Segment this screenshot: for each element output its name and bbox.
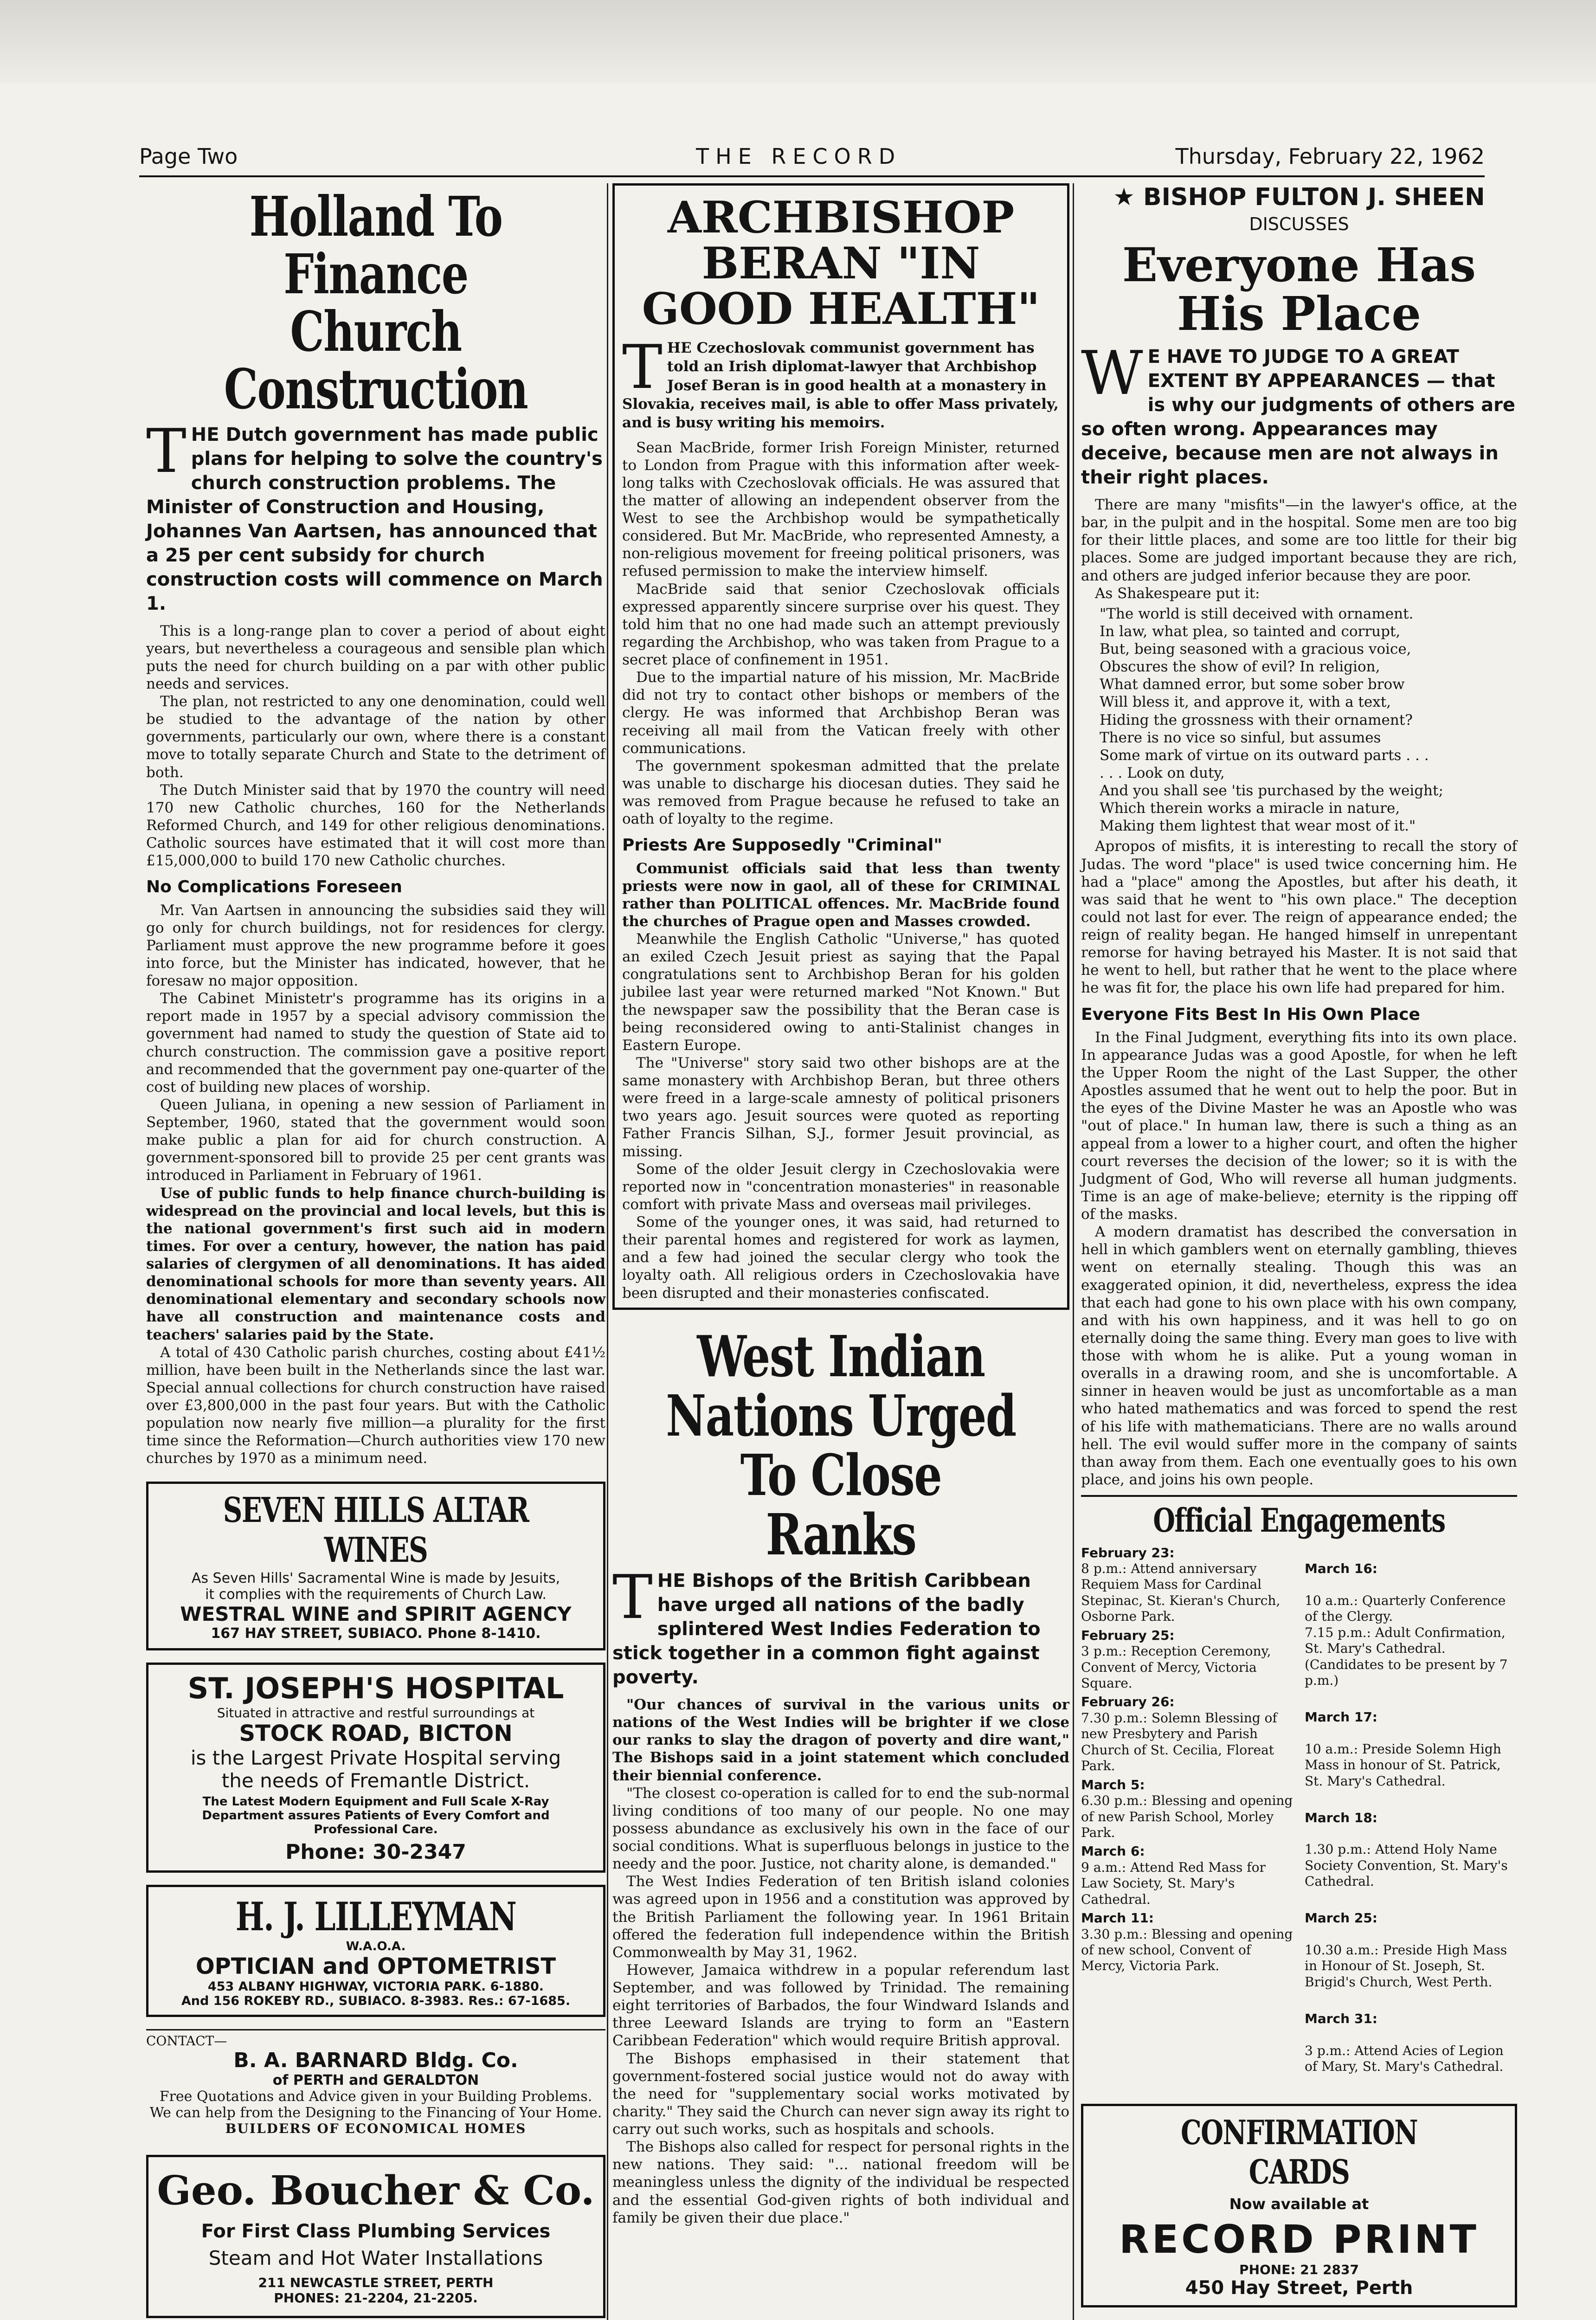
subheading: Everyone Fits Best In His Own Place xyxy=(1081,1005,1420,1024)
paragraph: Due to the impartial nature of his mission, Mr. MacBride did not try to contact other bishops or members of the clergy. He was informed that Archbishop Beran was receiving all mail from the Vatican freely with other communications. xyxy=(622,669,1060,757)
paragraph: Some of the older Jesuit clergy in Czechoslovakia were reported now in "concentration monasteries" in reasonable comfort with private Mass and overseas mail privileges. xyxy=(622,1160,1060,1213)
right-column xyxy=(1081,183,1517,2307)
issue-date: Thursday, February 22, 1962 xyxy=(1175,144,1485,169)
paragraph: A modern dramatist has described the conversation in hell in which gamblers went on eternally gambling, thieves went on eternally stealing. Though this was an exaggerated opinion, it did, nevertheless, express the idea that each had gone to his own place with his own company, and with his own happiness, and it was hell to go on eternally doing the same thing. Every man goes to live with those with whom he is alike. Put a young woman in overalls in a drawing room, and she is uncomfortable. A sinner in heaven would be just as uncomfortable as a man who hated mathematics and was forced to spend the rest of his life with mathematicians. There are no walls around hell. The evil would suffer more in the company of saints than away from them. Each one eventually goes to his own place, and joins his own people. xyxy=(1081,1224,1517,1488)
lead-text: HE Czechoslovak communist government has told an Irish diplomat-lawyer that Archbishop Josef Beran is in good health at a monastery in Slovakia, receives mail, is able to offer Mass privately, and is busy writing his memoirs. xyxy=(622,340,1059,432)
lilleyman-ad xyxy=(146,1885,605,2017)
ad-address: 453 ALBANY HIGHWAY, VICTORIA PARK. 6-1880. xyxy=(207,1979,544,1994)
paragraph: Mr. Van Aartsen in announcing the subsidies said they will go only for church buildings, not for residences for clergy. Parliament must approve the new programme before it goes into force, but the Minister has indicated, however, that he foresaw no major opposition. xyxy=(146,902,605,990)
west-indian-article xyxy=(612,1322,1069,2227)
quote-line: Some mark of virtue on its outward parts . . . xyxy=(1100,747,1429,764)
confirmation-cards-ad xyxy=(1081,2104,1517,2307)
paragraph: "The closest co-operation is called for to end the sub-normal living conditions of too many of our people. No one may possess abundance as exclusively his own in the face of our social conditions. What is superfluous belongs in justice to the needy and the poor. Justice, not charity alone, is demanded." xyxy=(612,1785,1069,1873)
masthead: THE RECORD xyxy=(696,144,902,169)
paragraph: The "Universe" story said two other bishops are at the same monastery with Archbishop Beran, but three others were freed in a large-scale amnesty of political prisoners two years ago. Jesuit sources were quoted as reporting Father Francis Silhan, S.J., former Jesuit provincial, as missing. xyxy=(622,1054,1060,1160)
paragraph: As Shakespeare put it: xyxy=(1095,585,1260,602)
quote-line: Which therein works a miracle in nature, xyxy=(1100,800,1400,817)
lead-text: HE Dutch government has made public plans for helping to solve the country's church construction problems. The Minister of Construction and Housing, Johannes Van Aartsen, has announced that a 25 per cent subsidy for church construction costs will commence on March 1. xyxy=(146,424,603,614)
ad-role: OPTICIAN and OPTOMETRIST xyxy=(195,1953,556,1979)
ad-agency: WESTRAL WINE and SPIRIT AGENCY xyxy=(180,1602,572,1625)
barnard-ad xyxy=(146,2029,605,2136)
sheen-kicker: ★ BISHOP FULTON J. SHEEN xyxy=(1113,183,1485,211)
quote-line: There is no vice so sinful, but assumes xyxy=(1100,729,1381,746)
ad-line: The Latest Modern Equipment and Full Scale X-Ray xyxy=(202,1794,549,1809)
engagement-text: 3 p.m.: Attend Acies of Legion of Mary, St. Mary's Cathedral. xyxy=(1305,2043,1504,2075)
engagement-text: 3 p.m.: Reception Ceremony, Convent of Mercy, Victoria Square. xyxy=(1081,1643,1271,1691)
center-column xyxy=(612,183,1069,2227)
ad-line: W.A.O.A. xyxy=(346,1939,406,1953)
paragraph: The plan, not restricted to any one denomination, could well be studied to the advantage of the nation by other governments, particularly our own, where there is a constant move to totally separate Church and State to the detriment of both. xyxy=(146,693,605,781)
paragraph: Some of the younger ones, it was said, had returned to their parental homes and registered for work as laymen, and a few had joined the secular clergy who took the loyalty oath. All religious orders in Czechoslovakia have been disrupted and their monasteries confiscated. xyxy=(622,1214,1060,1302)
sheen-article xyxy=(1081,183,1517,1489)
paragraph: The Bishops also called for respect for personal rights in the new nations. They said: "... national freedom will be meaningless unless the dignity of the individual be respected and the essential God-given rights of both individual and family be given their due place." xyxy=(612,2139,1069,2226)
paragraph: A total of 430 Catholic parish churches, costing about £41½ million, have been built in the Netherlands since the last war. Special annual collections for church construction have raised over £3,800,000 in the past four years. But with the Catholic population now nearly five million—a plurality for the first time since the Reformation—Church authorities view 170 new churches by 1970 as a minimum need. xyxy=(146,1344,605,1467)
engagements-left xyxy=(1081,1542,1294,2093)
west-indian-lead xyxy=(612,1562,1069,1689)
ad-title: SEVEN HILLS ALTAR WINES xyxy=(223,1490,529,1570)
paragraph: MacBride said that senior Czechoslovak officials expressed apparently sincere surprise over his quest. They told him that no one had made such an attempt previously regarding the Archbishop, who was taken from Prague to a secret place of confinement in 1951. xyxy=(622,580,1060,669)
paragraph-bold: Communist officials said that less than twenty priests were now in gaol, all of these for CRIMINAL rather than POLITICAL offences. Mr. MacBride found the churches of Prague open and Masses crowded. xyxy=(622,860,1060,930)
beran-article xyxy=(612,183,1069,1310)
subheading: No Complications Foreseen xyxy=(146,877,402,897)
engagement-date: February 23: xyxy=(1081,1545,1175,1560)
ad-title: Geo. Boucher & Co. xyxy=(157,2167,595,2214)
engagement-date: February 26: xyxy=(1081,1694,1175,1710)
engagement-date: March 25: xyxy=(1305,1910,1378,1926)
drop-cap: W xyxy=(1081,338,1143,408)
ad-phone: Phone: 30-2347 xyxy=(285,1840,466,1864)
engagement-date: March 17: xyxy=(1305,1709,1378,1725)
paragraph: The government spokesman admitted that the prelate was unable to discharge his diocesan duties. They said he was removed from Prague because he refused to take an oath of loyalty to the regime. xyxy=(622,757,1060,828)
west-indian-headline: West Indian Nations Urged To Close Ranks xyxy=(666,1322,1016,1568)
page-number: Page Two xyxy=(139,144,238,169)
engagement-date: March 5: xyxy=(1081,1777,1145,1792)
section-rule xyxy=(1081,1495,1517,1497)
ad-line: it complies with the requirements of Church Law. xyxy=(205,1586,547,1603)
ad-line: As Seven Hills' Sacramental Wine is made by Jesuits, xyxy=(191,1570,560,1586)
beran-body xyxy=(622,439,1060,1302)
paragraph: The Dutch Minister said that by 1970 the country will need 170 new Catholic churches, 160 for the Netherlands Reformed Church, and 149 for other religious denominations. Catholic sources have estimated that it will cost more than £15,000,000 to build 170 new Catholic churches. xyxy=(146,781,605,870)
st-joseph-ad xyxy=(146,1663,605,1873)
engagement-text: 10.30 a.m.: Preside High Mass in Honour of St. Joseph, St. Brigid's Church, West Perth. xyxy=(1305,1942,1507,1990)
sheen-discusses: DISCUSSES xyxy=(1249,214,1349,234)
column-divider xyxy=(1073,183,1074,2320)
quote-line: Hiding the grossness with their ornament? xyxy=(1100,711,1413,728)
paragraph: Apropos of misfits, it is interesting to recall the story of Judas. The word "place" is used twice concerning him. He had a "place" among the Apostles, but after his death, it was said that he went to "his own place." The deception could not last for ever. The reign of appearance ended; the reign of reality began. He hanged himself in unrepentant remorse for having betrayed his Master. It is not said that he went to hell, but rather that he went to the place where he was fit for, the place his own life had prepared for him. xyxy=(1081,838,1517,997)
quote-line: Making them lightest that wear most of it." xyxy=(1100,818,1416,835)
engagement-date: March 18: xyxy=(1305,1810,1378,1825)
ad-title: CONFIRMATION CARDS xyxy=(1180,2112,1418,2191)
ad-title: H. J. LILLEYMAN xyxy=(235,1893,516,1940)
holland-body xyxy=(146,622,605,1468)
paragraph: Queen Juliana, in opening a new session of Parliament in September, 1960, stated that the government would soon make public a plan for aid for church construction. A government-sponsored bill to provide 25 per cent grants was introduced in Parliament in February of 1961. xyxy=(146,1096,605,1184)
ad-phones: PHONES: 21-2204, 21-2205. xyxy=(274,2290,478,2306)
scan-top-edge xyxy=(0,0,1596,84)
quote-line: Will bless it, and approve it, with a text, xyxy=(1100,694,1391,711)
engagements-columns xyxy=(1081,1542,1517,2093)
ad-line: We can help from the Designing to the Financing of Your Home. xyxy=(149,2104,602,2121)
ad-line: Department assures Patients of Every Comfort and xyxy=(202,1808,550,1823)
drop-cap: T xyxy=(622,332,663,403)
seven-hills-ad xyxy=(146,1482,605,1650)
paragraph: The Bishops emphasised in their statement that government-fostered social justice would not do away with the need for "supplementary social works motivated by charity." They said the Church can never sign away its right to carry out such works, such as hospitals and schools. xyxy=(612,2050,1069,2138)
column-divider xyxy=(607,183,608,2320)
sheen-lead xyxy=(1081,338,1517,490)
ad-line: Steam and Hot Water Installations xyxy=(208,2246,543,2269)
engagements-title: Official Engagements xyxy=(1153,1501,1445,1540)
paragraph: There are many "misfits"—in the lawyer's office, at the bar, in the pulpit and in the hospital. Some men are too big for their little places, and some are too little for their big places. Some are judged important because they are rich, and others are judged inferior because they are poor. xyxy=(1081,496,1517,584)
beran-lead xyxy=(622,332,1060,432)
sheen-body xyxy=(1081,496,1517,1489)
quote-line: But, being seasoned with a gracious voice, xyxy=(1100,641,1411,657)
ad-sub: of PERTH and GERALDTON xyxy=(272,2072,479,2088)
engagement-text: 10 a.m.: Quarterly Conference of the Clergy. 7.15 p.m.: Adult Confirmation, St. Mary's Cathedral. (Candidates to be present by 7 p.m.) xyxy=(1305,1592,1508,1688)
engagement-date: March 16: xyxy=(1305,1560,1378,1576)
quote-line: And you shall see 'tis purchased by the weight; xyxy=(1100,782,1443,799)
engagement-text: 10 a.m.: Preside Solemn High Mass in honour of St. Patrick, St. Mary's Cathedral. xyxy=(1305,1741,1501,1789)
quote-line: . . . Look on duty, xyxy=(1100,764,1225,781)
ad-line: is the Largest Private Hospital serving xyxy=(190,1746,561,1769)
engagement-date: March 31: xyxy=(1305,2011,1378,2026)
engagement-text: 3.30 p.m.: Blessing and opening of new school, Convent of Mercy, Victoria Park. xyxy=(1081,1926,1293,1974)
quote-line: Obscures the show of evil? In religion, xyxy=(1100,658,1380,676)
ad-line: BUILDERS OF ECONOMICAL HOMES xyxy=(225,2120,527,2136)
quote-line: "The world is still deceived with ornament. xyxy=(1100,605,1414,622)
beran-headline: ARCHBISHOP BERAN "IN GOOD HEALTH" xyxy=(642,192,1040,335)
ad-address: And 156 ROKEBY RD., SUBIACO. 8-3983. Res.: 67-1685. xyxy=(181,1993,571,2008)
ad-contact: CONTACT— xyxy=(146,2033,227,2049)
engagements-right xyxy=(1305,1542,1517,2093)
paragraph: The West Indies Federation of ten British island colonies was agreed upon in 1956 and a constitution was approved by the British Parliament the following year. In 1961 Britain offered the federation full independence within the British Commonwealth by May 31, 1962. xyxy=(612,1873,1069,1961)
engagement-text: 9 a.m.: Attend Red Mass for Law Society, St. Mary's Cathedral. xyxy=(1081,1859,1266,1907)
subheading: Priests Are Supposedly "Criminal" xyxy=(622,836,942,855)
official-engagements xyxy=(1081,1503,1517,2093)
ad-line: Free Quotations and Advice given in your Building Problems. xyxy=(159,2088,592,2105)
lead-text: HE Bishops of the British Caribbean have urged all nations of the badly splintered West Indies Federation to stick together in a common fight against poverty. xyxy=(612,1570,1041,1688)
drop-cap: T xyxy=(146,415,187,486)
ad-phone: PHONE: 21 2837 xyxy=(1239,2262,1359,2277)
west-indian-body xyxy=(612,1696,1069,2227)
ad-line: For First Class Plumbing Services xyxy=(201,2220,551,2242)
lead-text: E HAVE TO JUDGE TO A GREAT EXTENT BY APPEARANCES — that is why our judgments of others are so often wrong. Appearances may deceive, because men are not always in their right places. xyxy=(1081,346,1516,488)
paragraph: In the Final Judgment, everything fits into its own place. In appearance Judas was a good Apostle, for when he left the Upper Room the night of the Last Supper, the other Apostles assumed that he went out to help the poor. But in the eyes of the Divine Master he was an Apostle who was "out of place." In human law, there is such a thing as an appeal from a lower to a higher court, and often the higher court reverses the decision of the lower; so it is with the Judgment of God, Who will reverse all human judgments. Time is an age of make-believe; eternity is the ripping off of the masks. xyxy=(1081,1029,1517,1223)
header-rule xyxy=(139,175,1485,177)
ad-name: RECORD PRINT xyxy=(1119,2216,1479,2262)
paragraph-bold: Use of public funds to help finance church-building is widespread on the provincial and local levels, but this is the national government's first such aid in modern times. For over a century, however, the nation has paid salaries of clergymen of all denominations. It has aided denominational schools for more than seventy years. All denominational elementary and secondary schools now have all construction and maintenance costs and teachers' salaries paid by the State. xyxy=(146,1185,605,1343)
ad-line: the needs of Fremantle District. xyxy=(221,1769,530,1792)
shakespeare-quote xyxy=(1100,605,1517,835)
engagement-date: February 25: xyxy=(1081,1627,1175,1643)
paragraph: This is a long-range plan to cover a period of about eight years, but nevertheless a courageous and sensible plan which puts the need for church building on a par with other public needs and services. xyxy=(146,622,605,692)
sheen-headline: Everyone Has His Place xyxy=(1122,238,1476,341)
drop-cap: T xyxy=(612,1562,653,1633)
holland-article xyxy=(146,184,605,1468)
engagement-text: 6.30 p.m.: Blessing and opening of new Parish School, Morley Park. xyxy=(1081,1793,1293,1840)
paragraph: The Cabinet Ministetr's programme has its origins in a report made in 1957 by a special advisory commission the government had named to study the question of State aid to church construction. The commission gave a positive report and recommended that the government pay one-quarter of the cost of building new places of worship. xyxy=(146,990,605,1096)
paragraph: Meanwhile the English Catholic "Universe," has quoted an exiled Czech Jesuit priest as saying that the Papal congratulations sent to Archbishop Beran for his golden jubilee last year were returned marked "Not Known." But the newspaper saw the possibility that the Beran case is being reconsidered owing to anti-Stalinist changes in Eastern Europe. xyxy=(622,931,1060,1054)
boucher-ad xyxy=(146,2155,605,2318)
holland-lead xyxy=(146,415,605,616)
engagement-date: March 6: xyxy=(1081,1843,1145,1859)
quote-line: In law, what plea, so tainted and corrupt, xyxy=(1100,623,1401,640)
paragraph: Sean MacBride, former Irish Foreign Minister, returned to London from Prague with this information after week-long talks with Czechoslovak officials. He was assured that the matter of allowing an independent observer from the West to see the Archbishop would be sympathetically considered. But Mr. MacBride, who represented Amnesty, a non-religious movement for freeing political prisoners, was refused permission to make the interview himself. xyxy=(622,439,1060,580)
left-column xyxy=(146,183,605,2318)
engagement-text: 7.30 p.m.: Solemn Blessing of new Presbytery and Parish Church of St. Cecilia, Floreat Park. xyxy=(1081,1710,1277,1774)
ad-address: 211 NEWCASTLE STREET, PERTH xyxy=(258,2275,494,2290)
ad-address: 167 HAY STREET, SUBIACO. Phone 8-1410. xyxy=(211,1625,541,1642)
ad-title: ST. JOSEPH'S HOSPITAL xyxy=(187,1671,564,1705)
ad-location: STOCK ROAD, BICTON xyxy=(239,1720,513,1746)
ad-line: Situated in attractive and restful surroundings at xyxy=(217,1705,535,1721)
paragraph-bold: "Our chances of survival in the various units or nations of the West Indies will be brighter if we close our ranks to slay the dragon of poverty and dire want," The Bishops said in a joint statement which concluded their biennial conference. xyxy=(612,1696,1069,1784)
holland-headline: Holland To Finance Church Construction xyxy=(224,184,528,421)
paragraph: However, Jamaica withdrew in a popular referendum last September, and was followed by Trinidad. The remaining eight territories of Barbados, the four Windward Islands and three Leeward Islands are trying to form an "Eastern Caribbean Federation" which would require British approval. xyxy=(612,1961,1069,2049)
ad-title: B. A. BARNARD Bldg. Co. xyxy=(233,2048,518,2072)
page-header xyxy=(139,139,1485,176)
quote-line: What damned error, but some sober brow xyxy=(1100,676,1405,693)
ad-line: Now available at xyxy=(1229,2195,1369,2213)
engagement-date: March 11: xyxy=(1081,1910,1154,1926)
ad-line: Professional Care. xyxy=(314,1822,438,1837)
ad-address: 450 Hay Street, Perth xyxy=(1185,2277,1413,2299)
engagement-text: 8 p.m.: Attend anniversary Requiem Mass for Cardinal Stepinac, St. Kieran's Church, Osborne Park. xyxy=(1081,1560,1281,1624)
engagement-text: 1.30 p.m.: Attend Holy Name Society Convention, St. Mary's Cathedral. xyxy=(1305,1842,1508,1889)
